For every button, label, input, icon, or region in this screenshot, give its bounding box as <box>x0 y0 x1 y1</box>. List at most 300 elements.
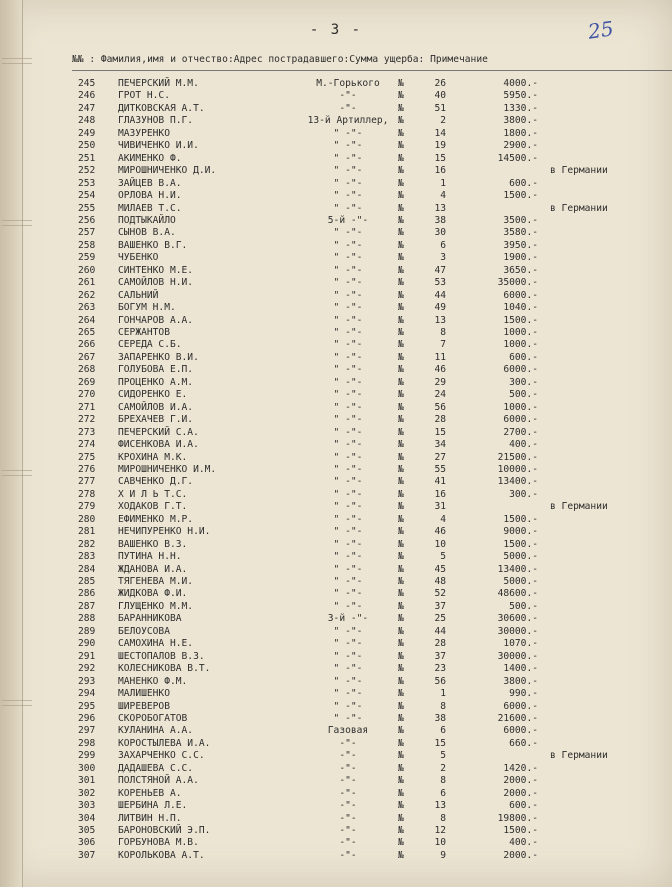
number-sign: № <box>398 688 404 700</box>
house-number: 16 <box>434 488 446 500</box>
person-name: ГОРБУНОВА М.В. <box>118 837 199 849</box>
table-row <box>0 452 672 464</box>
person-name: ПОЛСТЯНОЙ А.А. <box>118 775 199 787</box>
number-sign: № <box>398 800 404 812</box>
street-address: " -"- <box>333 302 363 314</box>
damage-amount: 2000.- <box>503 787 538 799</box>
damage-amount: 500.- <box>509 600 538 612</box>
house-number: 13 <box>434 202 446 214</box>
person-name: НЕЧИПУРЕНКО Н.И. <box>118 526 211 538</box>
number-sign: № <box>398 762 404 774</box>
archive-page-mark: 25 <box>586 16 615 44</box>
house-number: 44 <box>434 625 446 637</box>
damage-amount: 1000.- <box>503 339 538 351</box>
person-name: ПЕЧЕРСКИЙ С.А. <box>118 426 199 438</box>
damage-amount: 13400.- <box>497 563 538 575</box>
number-sign: № <box>398 451 404 463</box>
number-sign: № <box>398 463 404 475</box>
row-number: 273 <box>78 426 96 438</box>
person-name: ЖИДКОВА Ф.И. <box>118 588 188 600</box>
number-sign: № <box>398 775 404 787</box>
person-name: САМОЙЛОВ Н.И. <box>118 277 194 289</box>
house-number: 45 <box>434 563 446 575</box>
street-address: -"- <box>339 812 357 824</box>
person-name: ДАДАШЕВА С.С. <box>118 762 194 774</box>
row-number: 275 <box>78 451 96 463</box>
row-number: 285 <box>78 576 96 587</box>
row-number: 251 <box>78 152 96 164</box>
number-sign: № <box>398 551 404 563</box>
row-note: в Германии <box>550 501 608 513</box>
table-row <box>0 364 672 376</box>
street-address: " -"- <box>333 576 363 587</box>
number-sign: № <box>398 376 404 388</box>
row-number: 303 <box>78 800 96 812</box>
row-number: 248 <box>78 115 96 127</box>
row-number: 301 <box>78 775 96 787</box>
number-sign: № <box>398 152 404 164</box>
table-row <box>0 476 672 488</box>
row-number: 249 <box>78 127 96 139</box>
house-number: 27 <box>434 451 446 463</box>
house-number: 15 <box>434 152 446 164</box>
row-number: 270 <box>78 389 96 401</box>
person-name: ЧИВИЧЕНКО И.И. <box>118 140 199 152</box>
row-number: 268 <box>78 364 96 376</box>
person-name: ПОДТЫКАЙЛО <box>118 214 176 226</box>
row-number: 257 <box>78 227 96 239</box>
number-sign: № <box>398 812 404 824</box>
number-sign: № <box>398 227 404 239</box>
row-number: 272 <box>78 414 96 426</box>
page-number: - 3 - <box>309 22 363 38</box>
table-row <box>0 128 672 140</box>
table-row <box>0 713 672 725</box>
table-row <box>0 564 672 576</box>
table-row <box>0 489 672 501</box>
damage-amount: 30600.- <box>497 613 538 625</box>
damage-amount: 10000.- <box>497 463 538 475</box>
street-address: " -"- <box>333 401 363 413</box>
person-name: МИЛАЕВ Т.С. <box>118 202 182 214</box>
person-name: КОРОЛЬКОВА А.Т. <box>118 849 205 861</box>
row-number: 307 <box>78 849 96 861</box>
street-address: -"- <box>339 90 357 102</box>
number-sign: № <box>398 127 404 139</box>
person-name: МАЗУРЕНКО <box>118 127 170 139</box>
table-row <box>0 377 672 389</box>
damage-amount: 2000.- <box>503 849 538 861</box>
row-number: 304 <box>78 812 96 824</box>
row-number: 252 <box>78 165 96 177</box>
damage-amount: 2700.- <box>503 426 538 438</box>
number-sign: № <box>398 202 404 214</box>
street-address: -"- <box>339 837 357 849</box>
street-address: " -"- <box>333 439 363 451</box>
person-name: ЛИТВИН Н.П. <box>118 812 182 824</box>
row-note: в Германии <box>550 750 608 762</box>
house-number: 44 <box>434 289 446 301</box>
damage-amount: 5000.- <box>503 576 538 587</box>
person-name: ФИСЕНКОВА И.А. <box>118 439 199 451</box>
number-sign: № <box>398 177 404 189</box>
house-number: 28 <box>434 414 446 426</box>
person-name: САМОХИНА Н.Е. <box>118 638 194 650</box>
number-sign: № <box>398 239 404 251</box>
damage-amount: 3650.- <box>503 264 538 276</box>
house-number: 30 <box>434 227 446 239</box>
number-sign: № <box>398 389 404 401</box>
house-number: 16 <box>434 165 446 177</box>
street-address: " -"- <box>333 239 363 251</box>
person-name: ГОНЧАРОВ А.А. <box>118 314 194 326</box>
row-number: 271 <box>78 401 96 413</box>
person-name: ГЛУЩЕНКО М.М. <box>118 600 194 612</box>
row-number: 299 <box>78 750 96 762</box>
house-number: 13 <box>434 314 446 326</box>
street-address: " -"- <box>333 426 363 438</box>
house-number: 31 <box>434 501 446 513</box>
row-number: 296 <box>78 712 96 724</box>
row-number: 269 <box>78 376 96 388</box>
table-row <box>0 539 672 551</box>
row-number: 282 <box>78 538 96 550</box>
street-address: " -"- <box>333 588 363 600</box>
person-name: ГОЛУБОВА Е.П. <box>118 364 194 376</box>
row-number: 277 <box>78 476 96 488</box>
person-name: БОГУМ Н.М. <box>118 302 176 314</box>
number-sign: № <box>398 513 404 525</box>
number-sign: № <box>398 675 404 687</box>
street-address: " -"- <box>333 663 363 675</box>
row-number: 295 <box>78 700 96 712</box>
house-number: 40 <box>434 90 446 102</box>
person-name: ВАШЕНКО В.З. <box>118 538 188 550</box>
street-address: " -"- <box>333 513 363 525</box>
house-number: 1 <box>440 688 446 700</box>
person-name: ГЛАЗУНОВ П.Г. <box>118 115 194 127</box>
person-name: САЛЬНИЙ <box>118 289 159 301</box>
table-row <box>0 775 672 787</box>
row-number: 287 <box>78 600 96 612</box>
row-number: 245 <box>78 78 96 89</box>
row-number: 266 <box>78 339 96 351</box>
table-row <box>0 613 672 625</box>
house-number: 10 <box>434 538 446 550</box>
house-number: 8 <box>440 775 446 787</box>
number-sign: № <box>398 401 404 413</box>
damage-amount: 1500.- <box>503 513 538 525</box>
house-number: 2 <box>440 115 446 127</box>
person-name: КУЛАНИНА А.А. <box>118 725 194 737</box>
damage-amount: 3580.- <box>503 227 538 239</box>
damage-amount: 30000.- <box>497 650 538 662</box>
number-sign: № <box>398 849 404 861</box>
person-name: СИДОРЕНКО Е. <box>118 389 188 401</box>
person-name: БЕЛОУСОВА <box>118 625 170 637</box>
table-row <box>0 800 672 812</box>
damage-amount: 21500.- <box>497 451 538 463</box>
damage-amount: 19800.- <box>497 812 538 824</box>
row-number: 293 <box>78 675 96 687</box>
person-name: ЗАХАРЧЕНКО С.С. <box>118 750 205 762</box>
damage-amount: 500.- <box>509 389 538 401</box>
number-sign: № <box>398 426 404 438</box>
house-number: 48 <box>434 576 446 587</box>
number-sign: № <box>398 190 404 202</box>
house-number: 49 <box>434 302 446 314</box>
row-number: 254 <box>78 190 96 202</box>
street-address: -"- <box>339 825 357 836</box>
person-name: ЧУБЕНКО <box>118 252 159 264</box>
number-sign: № <box>398 488 404 500</box>
row-number: 278 <box>78 488 96 500</box>
table-row <box>0 676 672 688</box>
row-number: 267 <box>78 351 96 363</box>
street-address: " -"- <box>333 638 363 650</box>
street-address: " -"- <box>333 675 363 687</box>
house-number: 29 <box>434 376 446 388</box>
number-sign: № <box>398 414 404 426</box>
house-number: 4 <box>440 513 446 525</box>
table-row <box>0 725 672 737</box>
person-name: ГРОТ Н.С. <box>118 90 170 102</box>
number-sign: № <box>398 302 404 314</box>
house-number: 4 <box>440 190 446 202</box>
person-name: АКИМЕНКО Ф. <box>118 152 182 164</box>
table-row <box>0 103 672 115</box>
row-number: 274 <box>78 439 96 451</box>
number-sign: № <box>398 725 404 737</box>
house-number: 26 <box>434 78 446 89</box>
house-number: 56 <box>434 675 446 687</box>
house-number: 7 <box>440 339 446 351</box>
row-number: 280 <box>78 513 96 525</box>
person-name: ДИТКОВСКАЯ А.Т. <box>118 102 205 114</box>
street-address: -"- <box>339 800 357 812</box>
damage-amount: 6000.- <box>503 289 538 301</box>
table-row <box>0 750 672 762</box>
table-row <box>0 825 672 837</box>
person-name: СЫНОВ В.А. <box>118 227 176 239</box>
house-number: 34 <box>434 439 446 451</box>
house-number: 53 <box>434 277 446 289</box>
damage-amount: 600.- <box>509 800 538 812</box>
table-row <box>0 203 672 215</box>
row-number: 260 <box>78 264 96 276</box>
table-row <box>0 837 672 849</box>
house-number: 38 <box>434 214 446 226</box>
person-name: БАРАННИКОВА <box>118 613 182 625</box>
house-number: 55 <box>434 463 446 475</box>
damage-amount: 2900.- <box>503 140 538 152</box>
street-address: -"- <box>339 762 357 774</box>
person-name: БАРОНОВСКИЙ Э.П. <box>118 825 211 836</box>
damage-amount: 2000.- <box>503 775 538 787</box>
house-number: 6 <box>440 725 446 737</box>
damage-amount: 6000.- <box>503 725 538 737</box>
damage-amount: 5950.- <box>503 90 538 102</box>
street-address: " -"- <box>333 252 363 264</box>
damage-amount: 30000.- <box>497 625 538 637</box>
number-sign: № <box>398 538 404 550</box>
street-address: " -"- <box>333 277 363 289</box>
table-row <box>0 576 672 588</box>
house-number: 46 <box>434 364 446 376</box>
house-number: 37 <box>434 650 446 662</box>
street-address: " -"- <box>333 414 363 426</box>
person-name: КОРОСТЫЛЕВА И.А. <box>118 737 211 749</box>
row-number: 289 <box>78 625 96 637</box>
number-sign: № <box>398 576 404 587</box>
table-row <box>0 165 672 177</box>
row-note: в Германии <box>550 202 608 214</box>
person-name: ШИРЕВЕРОВ <box>118 700 170 712</box>
person-name: ШЕРБИНА Л.Е. <box>118 800 188 812</box>
row-number: 290 <box>78 638 96 650</box>
street-address: " -"- <box>333 327 363 338</box>
row-number: 276 <box>78 463 96 475</box>
house-number: 38 <box>434 712 446 724</box>
number-sign: № <box>398 90 404 102</box>
person-name: КОЛЕСНИКОВА В.Т. <box>118 663 211 675</box>
damage-amount: 3500.- <box>503 214 538 226</box>
table-row <box>0 427 672 439</box>
damage-amount: 13400.- <box>497 476 538 488</box>
damage-amount: 400.- <box>509 837 538 849</box>
street-address: " -"- <box>333 364 363 376</box>
number-sign: № <box>398 364 404 376</box>
street-address: Газовая <box>327 725 369 737</box>
damage-amount: 4000.- <box>503 78 538 89</box>
street-address: " -"- <box>333 476 363 488</box>
house-number: 41 <box>434 476 446 488</box>
street-address: " -"- <box>333 712 363 724</box>
house-number: 8 <box>440 327 446 338</box>
street-address: -"- <box>339 849 357 861</box>
house-number: 5 <box>440 551 446 563</box>
damage-amount: 1400.- <box>503 663 538 675</box>
table-row <box>0 501 672 513</box>
damage-amount: 21600.- <box>497 712 538 724</box>
house-number: 5 <box>440 750 446 762</box>
street-address: " -"- <box>333 351 363 363</box>
damage-amount: 6000.- <box>503 700 538 712</box>
street-address: 13-й Артиллер, <box>307 115 389 127</box>
damage-amount: 1500.- <box>503 314 538 326</box>
person-name: МАЛИШЕНКО <box>118 688 170 700</box>
person-name: КРОХИНА М.К. <box>118 451 188 463</box>
street-address: " -"- <box>333 289 363 301</box>
row-number: 286 <box>78 588 96 600</box>
row-number: 259 <box>78 252 96 264</box>
number-sign: № <box>398 102 404 114</box>
person-name: САМОЙЛОВ И.А. <box>118 401 194 413</box>
table-row <box>0 414 672 426</box>
street-address: -"- <box>339 787 357 799</box>
number-sign: № <box>398 650 404 662</box>
street-address: " -"- <box>333 376 363 388</box>
house-number: 12 <box>434 825 446 836</box>
person-name: СКОРОБОГАТОВ <box>118 712 188 724</box>
damage-amount: 1900.- <box>503 252 538 264</box>
street-address: " -"- <box>333 451 363 463</box>
house-number: 13 <box>434 800 446 812</box>
damage-amount: 9000.- <box>503 526 538 538</box>
damage-amount: 600.- <box>509 177 538 189</box>
street-address: 5-й -"- <box>327 214 369 226</box>
row-number: 288 <box>78 613 96 625</box>
damage-amount: 35000.- <box>497 277 538 289</box>
damage-amount: 14500.- <box>497 152 538 164</box>
damage-amount: 3800.- <box>503 675 538 687</box>
table-row <box>0 738 672 750</box>
row-number: 246 <box>78 90 96 102</box>
table-row <box>0 688 672 700</box>
person-name: СЕРЕДА С.Б. <box>118 339 182 351</box>
number-sign: № <box>398 787 404 799</box>
row-number: 250 <box>78 140 96 152</box>
person-name: МИРОШНИЧЕНКО И.М. <box>118 463 217 475</box>
person-name: ХОДАКОВ Г.Т. <box>118 501 188 513</box>
number-sign: № <box>398 625 404 637</box>
house-number: 28 <box>434 638 446 650</box>
house-number: 15 <box>434 737 446 749</box>
house-number: 9 <box>440 849 446 861</box>
table-row <box>0 352 672 364</box>
damage-amount: 990.- <box>509 688 538 700</box>
number-sign: № <box>398 588 404 600</box>
table-row <box>0 90 672 102</box>
table-row <box>0 302 672 314</box>
table-row <box>0 290 672 302</box>
table-row <box>0 227 672 239</box>
street-address: " -"- <box>333 190 363 202</box>
table-row <box>0 601 672 613</box>
row-number: 279 <box>78 501 96 513</box>
street-address: 3-й -"- <box>327 613 369 625</box>
damage-amount: 6000.- <box>503 414 538 426</box>
table-row <box>0 78 672 90</box>
row-number: 298 <box>78 737 96 749</box>
row-number: 262 <box>78 289 96 301</box>
damage-amount: 1800.- <box>503 127 538 139</box>
house-number: 6 <box>440 787 446 799</box>
house-number: 6 <box>440 239 446 251</box>
table-row <box>0 850 672 862</box>
table-row <box>0 588 672 600</box>
number-sign: № <box>398 501 404 513</box>
damage-amount: 1330.- <box>503 102 538 114</box>
street-address: " -"- <box>333 501 363 513</box>
street-address: " -"- <box>333 227 363 239</box>
person-name: Х И Л Ь Т.С. <box>118 488 188 500</box>
house-number: 8 <box>440 812 446 824</box>
damage-amount: 600.- <box>509 351 538 363</box>
house-number: 25 <box>434 613 446 625</box>
number-sign: № <box>398 314 404 326</box>
number-sign: № <box>398 277 404 289</box>
row-number: 247 <box>78 102 96 114</box>
street-address: " -"- <box>333 688 363 700</box>
street-address: " -"- <box>333 551 363 563</box>
table-row <box>0 115 672 127</box>
number-sign: № <box>398 825 404 836</box>
number-sign: № <box>398 700 404 712</box>
number-sign: № <box>398 600 404 612</box>
person-name: МИРОШНИЧЕНКО Д.И. <box>118 165 217 177</box>
number-sign: № <box>398 613 404 625</box>
